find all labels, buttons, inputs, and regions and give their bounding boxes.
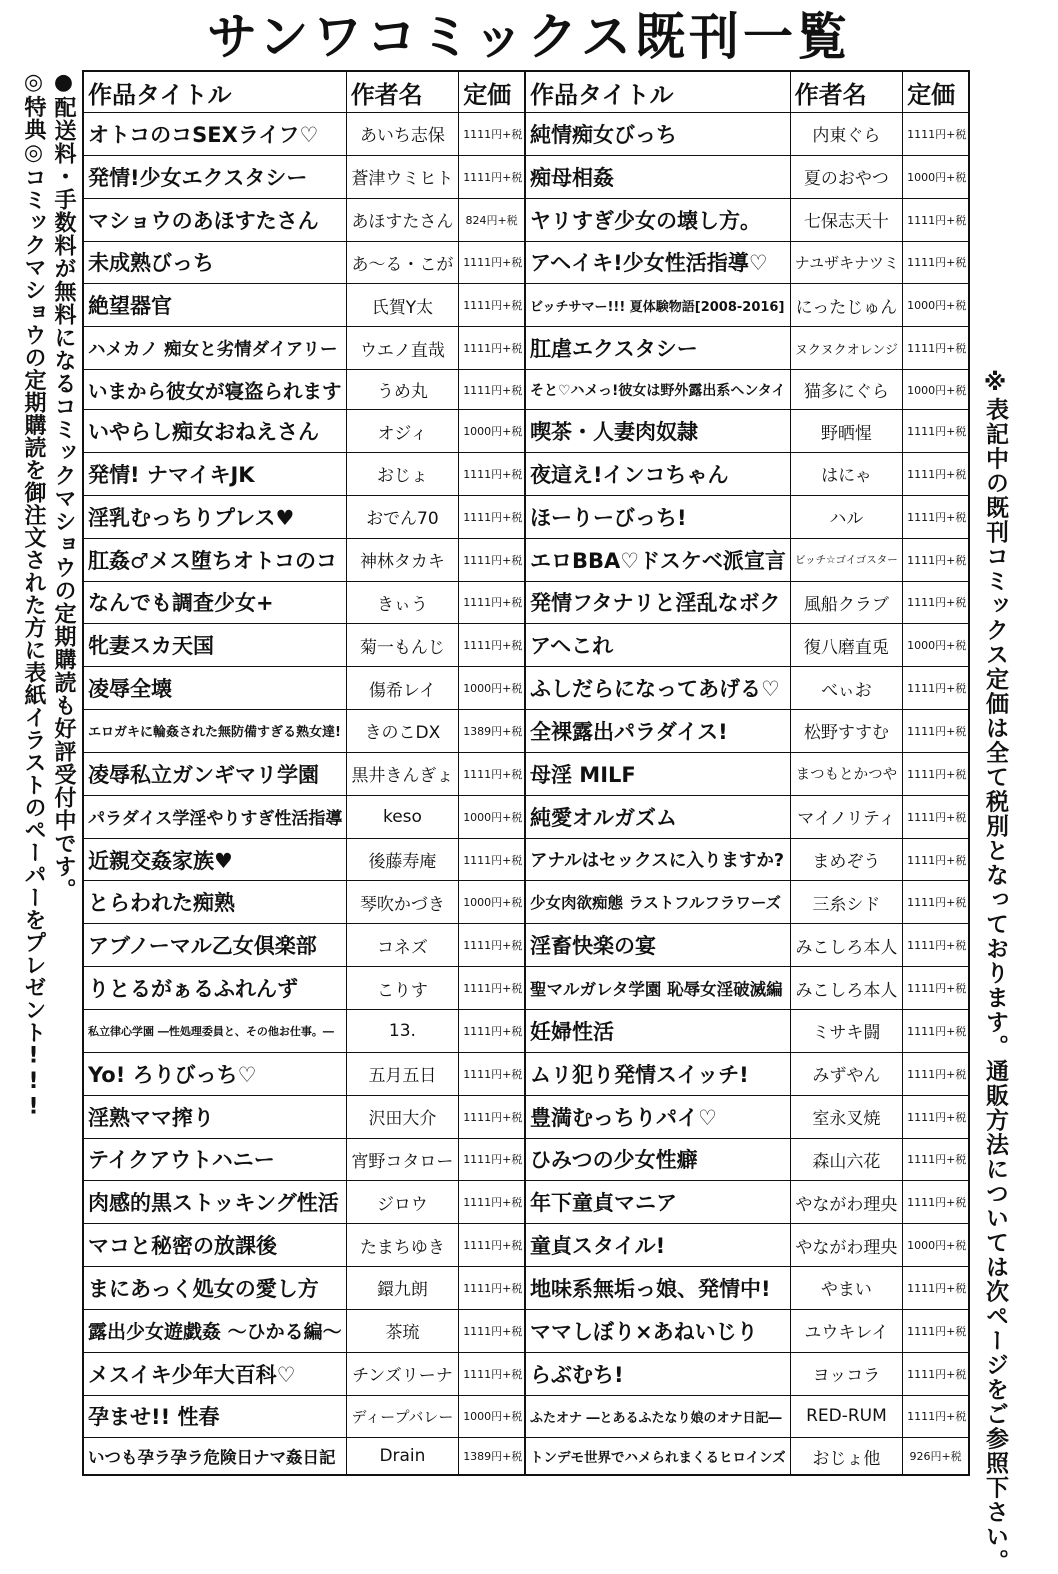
left-price-cell: 1389円+税 bbox=[459, 710, 525, 753]
table-row bbox=[83, 1224, 969, 1267]
right-price-cell: 926円+税 bbox=[903, 1438, 969, 1475]
left-author-cell: 鐶九朗 bbox=[346, 1267, 459, 1310]
table-row bbox=[83, 327, 969, 370]
left-price-cell: 1111円+税 bbox=[459, 155, 525, 198]
left-title-cell: 発情! ナマイキJK bbox=[83, 453, 346, 496]
right-author-cell: ヌクヌクオレンジ bbox=[790, 327, 903, 370]
right-price-cell: 1111円+税 bbox=[903, 1138, 969, 1181]
right-price-cell: 1111円+税 bbox=[903, 1267, 969, 1310]
right-price-cell: 1000円+税 bbox=[903, 370, 969, 410]
table-row bbox=[83, 624, 969, 667]
right-author-cell: 復八磨直兎 bbox=[790, 624, 903, 667]
right-author-cell: 夏のおやつ bbox=[790, 155, 903, 198]
right-title-cell: トンデモ世界でハメられまくるヒロインズ bbox=[525, 1438, 790, 1475]
left-author-cell: コネズ bbox=[346, 924, 459, 967]
page-title: サンワコミックス既刊一覧 bbox=[207, 8, 851, 66]
left-title-cell: 牝妻スカ天国 bbox=[83, 624, 346, 667]
left-price-cell: 1111円+税 bbox=[459, 752, 525, 795]
right-price-cell: 1111円+税 bbox=[903, 1309, 969, 1352]
left-title-cell: 発情!少女エクスタシー bbox=[83, 155, 346, 198]
left-author-cell: きのこDX bbox=[346, 710, 459, 753]
left-author-cell: 菊一もんじ bbox=[346, 624, 459, 667]
left-title-cell: アブノーマル乙女倶楽部 bbox=[83, 924, 346, 967]
left-author-cell: 五月五日 bbox=[346, 1052, 459, 1095]
right-price-cell: 1111円+税 bbox=[903, 667, 969, 710]
left-title-cell: メスイキ少年大百科♡ bbox=[83, 1352, 346, 1395]
left-price-cell: 1111円+税 bbox=[459, 370, 525, 410]
left-author-cell: Drain bbox=[346, 1438, 459, 1475]
left-author-cell: うめ丸 bbox=[346, 370, 459, 410]
table-row bbox=[83, 881, 969, 924]
right-author-cell: やまい bbox=[790, 1267, 903, 1310]
right-price-cell: 1111円+税 bbox=[903, 881, 969, 924]
left-price-cell: 1000円+税 bbox=[459, 667, 525, 710]
left-price-cell: 1111円+税 bbox=[459, 967, 525, 1010]
right-title-cell: 年下童貞マニア bbox=[525, 1181, 790, 1224]
left-author-cell: 沢田大介 bbox=[346, 1095, 459, 1138]
table-row bbox=[83, 710, 969, 753]
right-author-cell: 猫多にぐら bbox=[790, 370, 903, 410]
left-title-cell: 孕ませ!! 性春 bbox=[83, 1395, 346, 1438]
left-price-cell: 1000円+税 bbox=[459, 1395, 525, 1438]
table-row bbox=[83, 1309, 969, 1352]
left-price-cell: 1111円+税 bbox=[459, 284, 525, 327]
right-author-cell: ミサキ闘 bbox=[790, 1009, 903, 1052]
right-title-cell: らぶむち! bbox=[525, 1352, 790, 1395]
right-price-cell: 1111円+税 bbox=[903, 327, 969, 370]
table-row bbox=[83, 370, 969, 410]
delivery-notice: ●配送料・手数料が無料になるコミックマショウの定期購読も好評受付中です。 bbox=[51, 70, 76, 901]
right-title-cell: 少女肉欲痴態 ラストフルフラワーズ bbox=[525, 881, 790, 924]
left-price-cell: 1111円+税 bbox=[459, 1224, 525, 1267]
right-author-cell: みこしろ本人 bbox=[790, 967, 903, 1010]
table-row bbox=[83, 284, 969, 327]
left-author-cell: オジィ bbox=[346, 410, 459, 453]
left-author-cell: 宵野コタロー bbox=[346, 1138, 459, 1181]
left-price-cell: 1111円+税 bbox=[459, 1181, 525, 1224]
table-row bbox=[83, 1138, 969, 1181]
left-price-cell: 1111円+税 bbox=[459, 581, 525, 624]
left-price-cell: 1111円+税 bbox=[459, 1309, 525, 1352]
table-row bbox=[83, 1395, 969, 1438]
right-title-cell: 全裸露出パラダイス! bbox=[525, 710, 790, 753]
right-price-cell: 1000円+税 bbox=[903, 155, 969, 198]
right-author-cell: ハル bbox=[790, 495, 903, 538]
right-title-cell: 純愛オルガズム bbox=[525, 795, 790, 838]
left-author-cell: 琴吹かづき bbox=[346, 881, 459, 924]
left-author-cell: 後藤寿庵 bbox=[346, 838, 459, 881]
header-price-left: 定価 bbox=[459, 71, 525, 113]
right-price-cell: 1111円+税 bbox=[903, 538, 969, 581]
left-author-cell: 蒼津ウミヒト bbox=[346, 155, 459, 198]
left-author-cell: きぃう bbox=[346, 581, 459, 624]
left-author-cell: おでん70 bbox=[346, 495, 459, 538]
left-title-cell: テイクアウトハニー bbox=[83, 1138, 346, 1181]
left-price-cell: 1111円+税 bbox=[459, 241, 525, 284]
left-price-cell: 1111円+税 bbox=[459, 1052, 525, 1095]
right-title-cell: ふしだらになってあげる♡ bbox=[525, 667, 790, 710]
left-title-cell: マコと秘密の放課後 bbox=[83, 1224, 346, 1267]
table-row bbox=[83, 967, 969, 1010]
right-price-cell: 1111円+税 bbox=[903, 924, 969, 967]
left-price-cell: 1000円+税 bbox=[459, 410, 525, 453]
left-author-cell: おじょ bbox=[346, 453, 459, 496]
left-title-cell: 凌辱全壊 bbox=[83, 667, 346, 710]
right-price-cell: 1111円+税 bbox=[903, 1395, 969, 1438]
right-author-cell: やながわ理央 bbox=[790, 1181, 903, 1224]
left-price-cell: 1000円+税 bbox=[459, 881, 525, 924]
right-title-cell: 母淫 MILF bbox=[525, 752, 790, 795]
right-price-cell: 1111円+税 bbox=[903, 838, 969, 881]
right-title-cell: ヤリすぎ少女の壊し方。 bbox=[525, 198, 790, 241]
left-title-cell: エロガキに輪姦された無防備すぎる熟女達! bbox=[83, 710, 346, 753]
right-title-cell: そと♡ハメっ!彼女は野外露出系ヘンタイ bbox=[525, 370, 790, 410]
right-author-cell: 風船クラブ bbox=[790, 581, 903, 624]
right-author-cell: 七保志天十 bbox=[790, 198, 903, 241]
left-title-cell: 絶望器官 bbox=[83, 284, 346, 327]
left-price-cell: 1000円+税 bbox=[459, 795, 525, 838]
right-title-cell: 夜這え!インコちゃん bbox=[525, 453, 790, 496]
right-price-cell: 1111円+税 bbox=[903, 1181, 969, 1224]
table-row bbox=[83, 495, 969, 538]
left-author-cell: 茶琉 bbox=[346, 1309, 459, 1352]
right-title-cell: 肛虐エクスタシー bbox=[525, 327, 790, 370]
right-price-cell: 1000円+税 bbox=[903, 1224, 969, 1267]
table-row bbox=[83, 924, 969, 967]
right-price-cell: 1111円+税 bbox=[903, 453, 969, 496]
right-title-cell: アナルはセックスに入りますか? bbox=[525, 838, 790, 881]
table-row bbox=[83, 752, 969, 795]
price-note: ※表記中の既刊コミックス定価は全て税別となっております。通販方法については次ページをご参照下さい。 bbox=[982, 370, 1008, 1574]
table-row bbox=[83, 838, 969, 881]
left-price-cell: 1389円+税 bbox=[459, 1438, 525, 1475]
right-price-cell: 1111円+税 bbox=[903, 1352, 969, 1395]
left-price-cell: 1111円+税 bbox=[459, 113, 525, 156]
right-title-cell: ムリ犯り発情スイッチ! bbox=[525, 1052, 790, 1095]
right-author-cell: 内東ぐら bbox=[790, 113, 903, 156]
right-author-cell: ナユザキナツミ bbox=[790, 241, 903, 284]
right-author-cell: おじょ他 bbox=[790, 1438, 903, 1475]
left-title-cell: いやらし痴女おねえさん bbox=[83, 410, 346, 453]
left-price-cell: 1111円+税 bbox=[459, 924, 525, 967]
right-author-cell: まつもとかつや bbox=[790, 752, 903, 795]
right-title-cell: アヘこれ bbox=[525, 624, 790, 667]
header-title-left: 作品タイトル bbox=[83, 71, 346, 113]
left-title-cell: いつも孕ラ孕ラ危険日ナマ姦日記 bbox=[83, 1438, 346, 1475]
left-title-cell: 淫乳むっちりプレス♥ bbox=[83, 495, 346, 538]
left-author-cell: 13. bbox=[346, 1009, 459, 1052]
left-title-cell: りとるがぁるふれんず bbox=[83, 967, 346, 1010]
left-price-cell: 1111円+税 bbox=[459, 1009, 525, 1052]
right-author-cell: 森山六花 bbox=[790, 1138, 903, 1181]
right-title-cell: 痴母相姦 bbox=[525, 155, 790, 198]
right-title-cell: 発情フタナリと淫乱なボク bbox=[525, 581, 790, 624]
left-title-cell: 近親交姦家族♥ bbox=[83, 838, 346, 881]
right-price-cell: 1111円+税 bbox=[903, 113, 969, 156]
table-row bbox=[83, 453, 969, 496]
right-price-cell: 1111円+税 bbox=[903, 967, 969, 1010]
right-title-cell: 地味系無垢っ娘、発情中! bbox=[525, 1267, 790, 1310]
right-author-cell: みこしろ本人 bbox=[790, 924, 903, 967]
left-author-cell: チンズリーナ bbox=[346, 1352, 459, 1395]
table-row bbox=[83, 795, 969, 838]
right-title-cell: 豊満むっちりパイ♡ bbox=[525, 1095, 790, 1138]
left-author-cell: あ〜る・こが bbox=[346, 241, 459, 284]
table-row bbox=[83, 198, 969, 241]
left-title-cell: 私立律心学園 ―性処理委員と、その他お仕事。― bbox=[83, 1009, 346, 1052]
right-title-cell: ママしぼり×あねいじり bbox=[525, 1309, 790, 1352]
right-author-cell: ヨッコラ bbox=[790, 1352, 903, 1395]
table-row bbox=[83, 1181, 969, 1224]
catalog-rows bbox=[83, 113, 969, 1476]
right-author-cell: 野晒惺 bbox=[790, 410, 903, 453]
table-row bbox=[83, 1438, 969, 1475]
right-author-cell: RED-RUM bbox=[790, 1395, 903, 1438]
left-title-cell: 凌辱私立ガンギマリ学園 bbox=[83, 752, 346, 795]
right-title-cell: アヘイキ!少女性活指導♡ bbox=[525, 241, 790, 284]
right-author-cell: マイノリティ bbox=[790, 795, 903, 838]
right-title-cell: ビッチサマー!!! 夏体験物語[2008-2016] bbox=[525, 284, 790, 327]
left-title-cell: 未成熟びっち bbox=[83, 241, 346, 284]
table-row bbox=[83, 538, 969, 581]
right-price-cell: 1111円+税 bbox=[903, 581, 969, 624]
right-price-cell: 1111円+税 bbox=[903, 1009, 969, 1052]
left-author-cell: 神林タカキ bbox=[346, 538, 459, 581]
table-row bbox=[83, 410, 969, 453]
left-author-cell: ウエノ直哉 bbox=[346, 327, 459, 370]
header-author-right: 作者名 bbox=[790, 71, 903, 113]
right-title-cell: 喫茶・人妻肉奴隷 bbox=[525, 410, 790, 453]
left-price-cell: 1111円+税 bbox=[459, 1095, 525, 1138]
right-author-cell: にったじゅん bbox=[790, 284, 903, 327]
right-price-cell: 1111円+税 bbox=[903, 752, 969, 795]
left-price-cell: 1111円+税 bbox=[459, 538, 525, 581]
left-author-cell: 傷希レイ bbox=[346, 667, 459, 710]
left-author-cell: ディープバレー bbox=[346, 1395, 459, 1438]
left-author-cell: ジロウ bbox=[346, 1181, 459, 1224]
left-title-cell: いまから彼女が寝盗られます bbox=[83, 370, 346, 410]
left-author-cell: keso bbox=[346, 795, 459, 838]
right-author-cell: ビッチ☆ゴイゴスター bbox=[790, 538, 903, 581]
table-row bbox=[83, 667, 969, 710]
table-row bbox=[83, 581, 969, 624]
left-price-cell: 1111円+税 bbox=[459, 495, 525, 538]
table-row bbox=[83, 1052, 969, 1095]
table-row bbox=[83, 155, 969, 198]
left-price-cell: 824円+税 bbox=[459, 198, 525, 241]
table-row bbox=[83, 1352, 969, 1395]
left-title-cell: とらわれた痴熟 bbox=[83, 881, 346, 924]
left-title-cell: パラダイス学淫やりすぎ性活指導 bbox=[83, 795, 346, 838]
left-title-cell: まにあっく処女の愛し方 bbox=[83, 1267, 346, 1310]
right-price-cell: 1111円+税 bbox=[903, 410, 969, 453]
right-author-cell: 三糸シド bbox=[790, 881, 903, 924]
right-price-cell: 1111円+税 bbox=[903, 1095, 969, 1138]
left-title-cell: なんでも調査少女+ bbox=[83, 581, 346, 624]
left-price-cell: 1111円+税 bbox=[459, 838, 525, 881]
right-price-cell: 1111円+税 bbox=[903, 1052, 969, 1095]
left-author-cell: たまちゆき bbox=[346, 1224, 459, 1267]
right-title-cell: ふたオナ ―とあるふたなり娘のオナ日記― bbox=[525, 1395, 790, 1438]
left-title-cell: 肛姦♂メス堕ちオトコのコ bbox=[83, 538, 346, 581]
right-title-cell: エロBBA♡ドスケベ派宣言 bbox=[525, 538, 790, 581]
left-title-cell: 露出少女遊戯姦 〜ひかる編〜 bbox=[83, 1309, 346, 1352]
right-price-cell: 1111円+税 bbox=[903, 241, 969, 284]
left-price-cell: 1111円+税 bbox=[459, 1138, 525, 1181]
right-title-cell: ほーりーびっち! bbox=[525, 495, 790, 538]
right-price-cell: 1000円+税 bbox=[903, 284, 969, 327]
header-row bbox=[83, 71, 969, 113]
right-title-cell: ひみつの少女性癖 bbox=[525, 1138, 790, 1181]
header-author-left: 作者名 bbox=[346, 71, 459, 113]
right-author-cell: ユウキレイ bbox=[790, 1309, 903, 1352]
right-price-cell: 1111円+税 bbox=[903, 198, 969, 241]
table-row bbox=[83, 241, 969, 284]
left-title-cell: Yo! ろりびっち♡ bbox=[83, 1052, 346, 1095]
table-row bbox=[83, 1009, 969, 1052]
right-title-cell: 純情痴女びっち bbox=[525, 113, 790, 156]
right-price-cell: 1000円+税 bbox=[903, 624, 969, 667]
right-author-cell: まめぞう bbox=[790, 838, 903, 881]
right-price-cell: 1111円+税 bbox=[903, 795, 969, 838]
left-author-cell: 氏賀Y太 bbox=[346, 284, 459, 327]
right-title-cell: 淫畜快楽の宴 bbox=[525, 924, 790, 967]
table-row bbox=[83, 113, 969, 156]
right-price-cell: 1111円+税 bbox=[903, 710, 969, 753]
right-author-cell: 室永叉焼 bbox=[790, 1095, 903, 1138]
left-title-cell: オトコのコSEXライフ♡ bbox=[83, 113, 346, 156]
left-price-cell: 1111円+税 bbox=[459, 624, 525, 667]
right-author-cell: はにゃ bbox=[790, 453, 903, 496]
right-title-cell: 聖マルガレタ学園 恥辱女淫破滅編 bbox=[525, 967, 790, 1010]
left-price-cell: 1111円+税 bbox=[459, 453, 525, 496]
table-row bbox=[83, 1095, 969, 1138]
left-title-cell: 肉感的黒ストッキング性活 bbox=[83, 1181, 346, 1224]
left-author-cell: こりす bbox=[346, 967, 459, 1010]
left-price-cell: 1111円+税 bbox=[459, 1267, 525, 1310]
right-author-cell: べぃお bbox=[790, 667, 903, 710]
right-title-cell: 童貞スタイル! bbox=[525, 1224, 790, 1267]
left-title-cell: 淫熟ママ搾り bbox=[83, 1095, 346, 1138]
right-author-cell: やながわ理央 bbox=[790, 1224, 903, 1267]
header-price-right: 定価 bbox=[903, 71, 969, 113]
left-title-cell: マショウのあほすたさん bbox=[83, 198, 346, 241]
header-title-right: 作品タイトル bbox=[525, 71, 790, 113]
left-author-cell: あほすたさん bbox=[346, 198, 459, 241]
right-price-cell: 1111円+税 bbox=[903, 495, 969, 538]
right-title-cell: 妊婦性活 bbox=[525, 1009, 790, 1052]
bonus-notice: ◎特典◎コミックマショウの定期購読を御注文された方に表紙イラストのペーパーをプレゼント!!! bbox=[21, 70, 46, 1120]
left-price-cell: 1111円+税 bbox=[459, 327, 525, 370]
left-author-cell: 黒井きんぎょ bbox=[346, 752, 459, 795]
table-row bbox=[83, 1267, 969, 1310]
left-author-cell: あいち志保 bbox=[346, 113, 459, 156]
right-author-cell: 松野すすむ bbox=[790, 710, 903, 753]
right-author-cell: みずやん bbox=[790, 1052, 903, 1095]
catalog-table bbox=[82, 70, 970, 1476]
left-price-cell: 1111円+税 bbox=[459, 1352, 525, 1395]
left-title-cell: ハメカノ 痴女と劣情ダイアリー bbox=[83, 327, 346, 370]
